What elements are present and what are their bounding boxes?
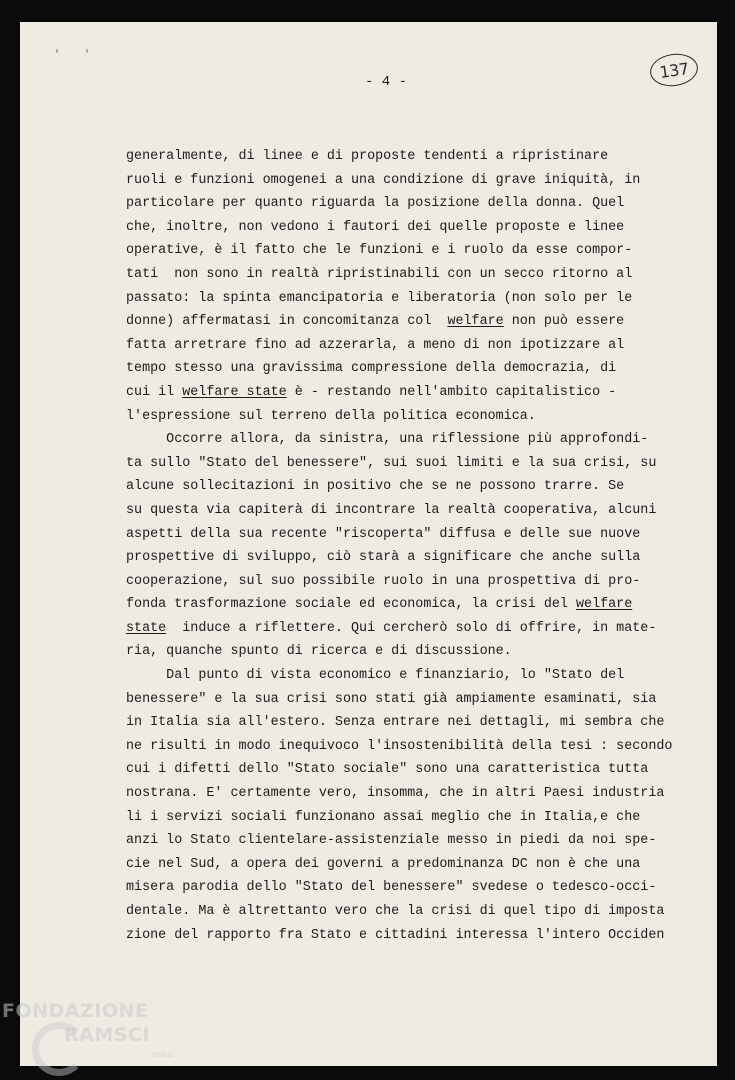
text-line bbox=[126, 711, 686, 735]
text-line bbox=[126, 782, 686, 806]
text-line bbox=[126, 924, 686, 948]
text-segment: nostrana. E' certamente vero, insomma, che in altri Paesi industria bbox=[126, 786, 665, 802]
text-segment: tati non sono in realtà ripristinabili con un secco ritorno al bbox=[126, 266, 633, 282]
text-line bbox=[126, 405, 686, 429]
text-segment: cui i difetti dello "Stato sociale" sono una caratteristica tutta bbox=[126, 762, 649, 778]
text-line bbox=[126, 381, 686, 405]
text-segment: che, inoltre, non vedono i fautori dei quelle proposte e linee bbox=[126, 219, 625, 235]
text-line bbox=[126, 287, 686, 311]
underlined-term: welfare bbox=[447, 314, 504, 330]
text-line bbox=[126, 853, 686, 877]
text-segment: alcune sollecitazioni in positivo che se ne possono trarre. Se bbox=[126, 479, 625, 495]
document-page bbox=[20, 22, 717, 1066]
watermark-onlus: onlus bbox=[152, 1050, 174, 1059]
text-segment: li i servizi sociali funzionano assai meglio che in Italia,e che bbox=[126, 809, 641, 825]
text-line bbox=[126, 806, 686, 830]
text-segment: particolare per quanto riguarda la posizione della donna. Quel bbox=[126, 196, 625, 212]
text-segment: cie nel Sud, a opera dei governi a predominanza DC non è che una bbox=[126, 856, 641, 872]
text-segment: anzi lo Stato clientelare-assistenziale messo in piedi da noi spe- bbox=[126, 833, 657, 849]
text-line bbox=[126, 546, 686, 570]
text-line bbox=[126, 900, 686, 924]
text-segment: aspetti della sua recente "riscoperta" diffusa e delle sue nuove bbox=[126, 526, 641, 542]
underlined-term: welfare state bbox=[182, 384, 287, 400]
text-segment: su questa via capiterà di incontrare la realtà cooperativa, alcuni bbox=[126, 502, 657, 518]
text-segment: fonda trasformazione sociale ed economica, la crisi del bbox=[126, 597, 576, 613]
text-line bbox=[126, 169, 686, 193]
text-line bbox=[126, 523, 686, 547]
page-number: - 4 - bbox=[364, 74, 407, 90]
watermark-line2: RAMSCI bbox=[64, 1024, 150, 1046]
text-segment: è - restando nell'ambito capitalistico - bbox=[286, 384, 617, 400]
body-text bbox=[126, 145, 686, 947]
text-line bbox=[126, 640, 686, 664]
text-segment: non può essere bbox=[503, 314, 625, 330]
text-line bbox=[126, 593, 686, 617]
text-line bbox=[126, 617, 686, 641]
text-segment: ruoli e funzioni omogenei a una condizione di grave iniquità, in bbox=[126, 172, 641, 188]
text-segment: tempo stesso una gravissima compressione della democrazia, di bbox=[126, 361, 617, 377]
text-segment: cooperazione, sul suo possibile ruolo in una prospettiva di pro- bbox=[126, 573, 641, 589]
text-line bbox=[126, 263, 686, 287]
text-segment: ria, quanche spunto di ricerca e di discussione. bbox=[126, 644, 512, 660]
text-line bbox=[126, 876, 686, 900]
text-line bbox=[126, 664, 686, 688]
text-line bbox=[126, 145, 686, 169]
text-segment: l'espressione sul terreno della politica economica. bbox=[126, 408, 536, 424]
text-line bbox=[126, 452, 686, 476]
text-segment: in Italia sia all'estero. Senza entrare nei dettagli, mi sembra che bbox=[126, 715, 665, 731]
text-segment: ne risulti in modo inequivoco l'insostenibilità della tesi : secondo bbox=[126, 738, 673, 754]
text-line bbox=[126, 499, 686, 523]
text-segment: fatta arretrare fino ad azzerarla, a meno di non ipotizzare al bbox=[126, 337, 625, 353]
text-line bbox=[126, 239, 686, 263]
text-segment: misera parodia dello "Stato del benessere" svedese o tedesco-occi- bbox=[126, 880, 657, 896]
text-line bbox=[126, 570, 686, 594]
underlined-term: welfare bbox=[576, 597, 633, 613]
text-segment: induce a riflettere. Qui cercherò solo di offrire, in mate- bbox=[166, 620, 657, 636]
text-line bbox=[126, 758, 686, 782]
text-segment: cui il bbox=[126, 384, 183, 400]
archive-stamp: 137 bbox=[648, 51, 700, 89]
text-segment: Dal punto di vista economico e finanziario, lo "Stato del bbox=[126, 668, 625, 684]
text-line bbox=[126, 688, 686, 712]
text-line bbox=[126, 475, 686, 499]
text-line bbox=[126, 357, 686, 381]
text-line bbox=[126, 310, 686, 334]
text-line bbox=[126, 216, 686, 240]
text-segment: zione del rapporto fra Stato e cittadini interessa l'intero Occiden bbox=[126, 927, 665, 943]
text-segment: passato: la spinta emancipatoria e liberatoria (non solo per le bbox=[126, 290, 633, 306]
fondazione-gramsci-watermark bbox=[2, 1000, 202, 1080]
text-segment: Occorre allora, da sinistra, una riflessione più approfondi- bbox=[126, 432, 649, 448]
text-line bbox=[126, 192, 686, 216]
margin-mark: ' bbox=[84, 50, 91, 61]
text-segment: dentale. Ma è altrettanto vero che la crisi di quel tipo di imposta bbox=[126, 904, 665, 919]
text-segment: donne) affermatasi in concomitanza col bbox=[126, 314, 448, 330]
text-segment: benessere" e la sua crisi sono stati già ampiamente esaminati, sia bbox=[126, 691, 657, 707]
text-line bbox=[126, 334, 686, 358]
watermark-line1: FONDAZIONE bbox=[2, 1000, 149, 1022]
text-segment: ta sullo "Stato del benessere", sui suoi limiti e la sua crisi, su bbox=[126, 455, 657, 471]
text-line bbox=[126, 735, 686, 759]
text-segment: prospettive di sviluppo, ciò starà a significare che anche sulla bbox=[126, 550, 641, 566]
text-segment: operative, è il fatto che le funzioni e i ruolo da esse compor- bbox=[126, 243, 633, 259]
text-segment: generalmente, di linee e di proposte tendenti a ripristinare bbox=[126, 149, 609, 164]
text-line bbox=[126, 428, 686, 452]
text-line bbox=[126, 829, 686, 853]
underlined-term: state bbox=[126, 620, 167, 636]
margin-mark: ' bbox=[54, 50, 61, 61]
